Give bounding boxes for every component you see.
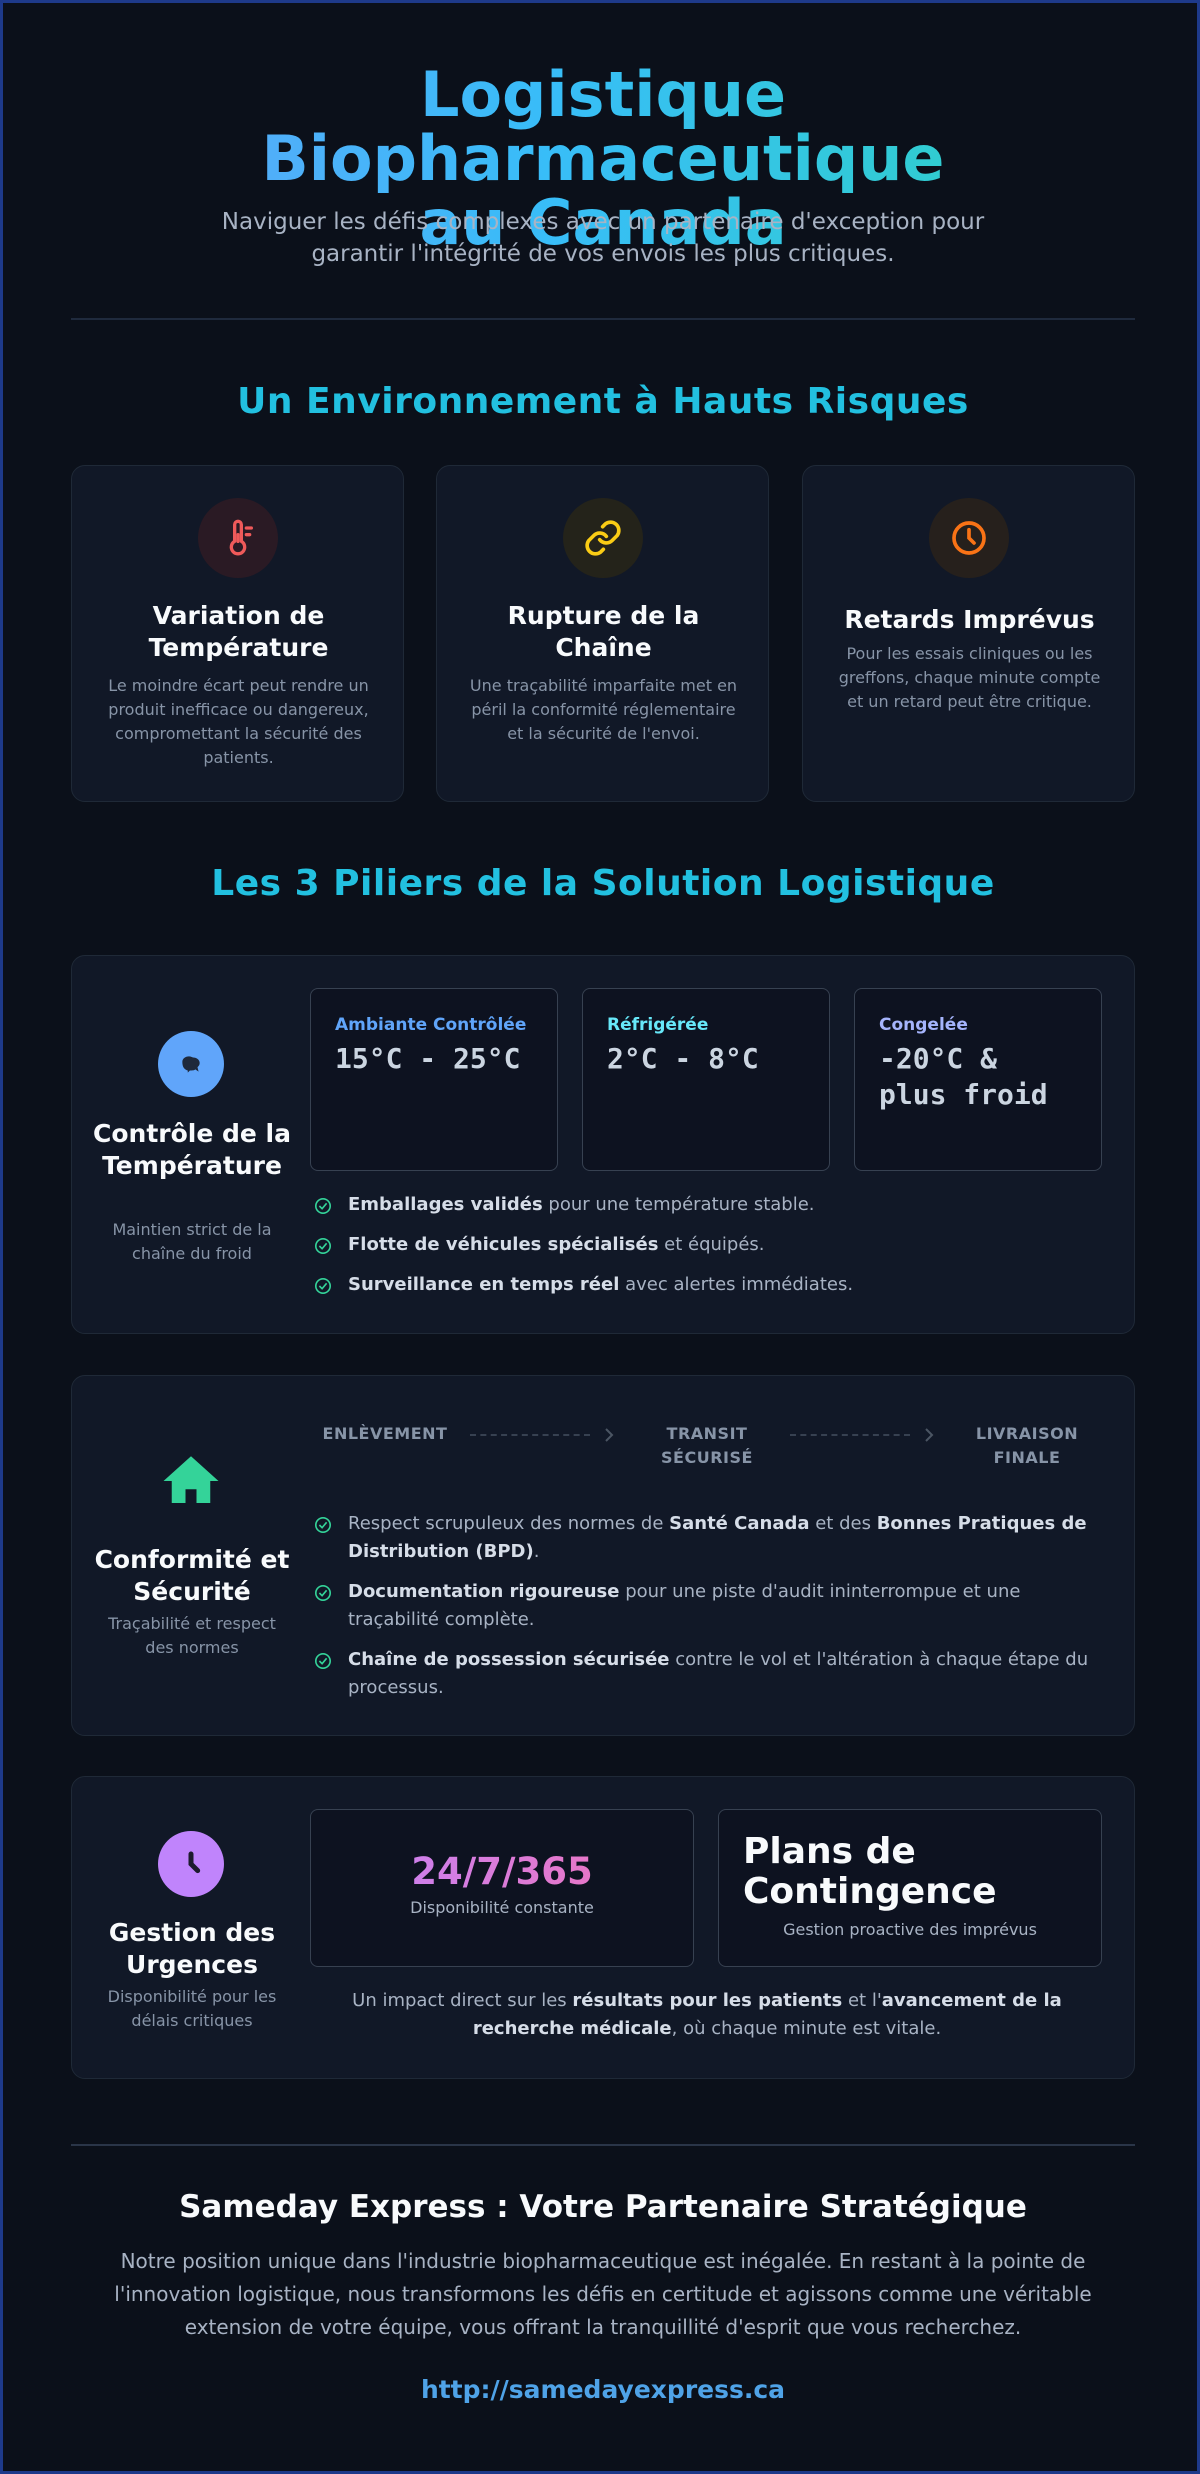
- list-item: [312, 1271, 1102, 1299]
- bullet-bold: Santé Canada: [669, 1513, 810, 1534]
- chevron-right-icon: [924, 1427, 934, 1443]
- note-text: et l': [842, 1990, 882, 2011]
- step-connector: [470, 1434, 590, 1436]
- pillar-compliance: [71, 1375, 1135, 1736]
- list-item: [312, 1578, 1102, 1634]
- bullet-text: pour une piste d'audit ininterrompue et une traçabilité complète.: [348, 1581, 1021, 1630]
- page-subtitle: Naviguer les défis complexes avec un partenaire d'exception pour garantir l'intégrité de vos envois les plus critiques.: [221, 209, 985, 267]
- risk-title: Rupture de la Chaîne: [507, 601, 700, 662]
- process-step-delivery: LIVRAISON FINALE: [975, 1424, 1079, 1467]
- title-line-2: au Canada: [419, 186, 787, 259]
- temp-range-ambient: [310, 988, 558, 1171]
- risk-title: Variation de Température: [148, 601, 329, 662]
- clock-icon: [929, 498, 1009, 578]
- check-circle-icon: [314, 1237, 332, 1255]
- bullet-bold: Surveillance en temps réel: [348, 1274, 620, 1295]
- temp-range-label: Réfrigérée: [607, 1015, 709, 1035]
- list-item: [312, 1191, 1102, 1219]
- check-circle-icon: [314, 1584, 332, 1602]
- bullet-bold: Emballages validés: [348, 1194, 543, 1215]
- temp-range-value: -20°C & plus froid: [879, 1042, 1048, 1111]
- pillar-name: Contrôle de la Température: [93, 1119, 291, 1180]
- bullet-text: contre le vol et l'altération à chaque étape du processus.: [348, 1649, 1089, 1698]
- title-line-1: Logistique Biopharmaceutique: [261, 58, 945, 195]
- pillar-subtitle: Traçabilité et respect des normes: [108, 1614, 276, 1657]
- footer-title: Sameday Express : Votre Partenaire Stratégique: [179, 2189, 1027, 2225]
- risk-card-chain: [436, 465, 769, 802]
- temp-range-label: Congelée: [879, 1015, 968, 1035]
- pillar-urgency: [71, 1776, 1135, 2079]
- bullet-text: et équipés.: [658, 1234, 765, 1255]
- risk-card-temperature: [71, 465, 404, 802]
- check-circle-icon: [314, 1516, 332, 1534]
- clock-icon: [158, 1831, 224, 1897]
- process-step-transit: TRANSIT SÉCURISÉ: [661, 1424, 753, 1467]
- note-text: , où chaque minute est vitale.: [671, 2018, 942, 2039]
- bullet-text: avec alertes immédiates.: [619, 1274, 854, 1295]
- compliance-bullets: [312, 1510, 1102, 1702]
- bullet-text: .: [533, 1541, 540, 1562]
- divider: [71, 318, 1135, 320]
- check-circle-icon: [314, 1277, 332, 1295]
- pillar-subtitle: Disponibilité pour les délais critiques: [107, 1987, 277, 2030]
- risk-description: Le moindre écart peut rendre un produit inefficace ou dangereux, compromettant la sécurité des patients.: [108, 676, 369, 767]
- check-circle-icon: [314, 1652, 332, 1670]
- bullet-bold: Bonnes Pratiques de Distribution (BPD): [348, 1513, 1087, 1562]
- bullet-bold: Flotte de véhicules spécialisés: [348, 1234, 659, 1255]
- risks-section-title: Un Environnement à Hauts Risques: [237, 381, 969, 422]
- footer-text: Notre position unique dans l'industrie biopharmaceutique est inégalée. En restant à la pointe de l'innovation logistique, nous transformons les défis en certitude et agissons comme une véritable extension de votre équipe, vous offrant la tranquillité d'esprit que vous recherchez.: [114, 2249, 1092, 2339]
- bullet-bold: Chaîne de possession sécurisée: [348, 1649, 670, 1670]
- check-circle-icon: [314, 1197, 332, 1215]
- bullet-text: Respect scrupuleux des normes de: [348, 1513, 670, 1534]
- availability-box: [310, 1809, 694, 1967]
- pillar-name: Conformité et Sécurité: [94, 1545, 290, 1606]
- note-text: Un impact direct sur les: [352, 1990, 573, 2011]
- risk-description: Pour les essais cliniques ou les greffons, chaque minute compte et un retard peut être critique.: [838, 644, 1101, 711]
- pillar-temperature: [71, 955, 1135, 1334]
- chevron-right-icon: [604, 1427, 614, 1443]
- note-bold: résultats pour les patients: [572, 1990, 843, 2011]
- home-icon: [158, 1448, 224, 1514]
- contingency-label: Gestion proactive des imprévus: [783, 1920, 1037, 1939]
- temp-range-frozen: [854, 988, 1102, 1171]
- availability-label: Disponibilité constante: [410, 1898, 594, 1917]
- list-item: [312, 1646, 1102, 1702]
- temperature-bullets: [312, 1191, 1102, 1299]
- temp-range-refrigerated: [582, 988, 830, 1171]
- list-item: [312, 1510, 1102, 1566]
- process-step-pickup: ENLÈVEMENT: [322, 1424, 448, 1443]
- step-connector: [790, 1434, 910, 1436]
- bullet-text: et des: [809, 1513, 877, 1534]
- risk-title: Retards Imprévus: [844, 605, 1095, 634]
- snowflake-icon: [158, 1031, 224, 1097]
- chain-link-icon: [563, 498, 643, 578]
- pillar-subtitle: Maintien strict de la chaîne du froid: [112, 1220, 272, 1263]
- website-link[interactable]: http://samedayexpress.ca: [420, 2375, 786, 2404]
- divider: [71, 2144, 1135, 2146]
- risk-card-delays: [802, 465, 1135, 802]
- temp-range-value: 15°C - 25°C: [335, 1042, 521, 1075]
- temp-range-value: 2°C - 8°C: [607, 1042, 759, 1075]
- list-item: [312, 1231, 1102, 1259]
- availability-value: 24/7/365: [311, 1850, 693, 1893]
- risk-description: Une traçabilité imparfaite met en péril la conformité réglementaire et la sécurité de l'envoi.: [469, 676, 738, 743]
- thermometer-icon: [198, 498, 278, 578]
- bullet-bold: Documentation rigoureuse: [348, 1581, 620, 1602]
- urgency-note: [312, 1987, 1102, 2043]
- bullet-text: pour une température stable.: [542, 1194, 815, 1215]
- note-bold: avancement de la recherche médicale: [472, 1990, 1062, 2039]
- temp-range-label: Ambiante Contrôlée: [335, 1015, 527, 1035]
- contingency-box: [718, 1809, 1102, 1967]
- pillars-section-title: Les 3 Piliers de la Solution Logistique: [211, 863, 995, 904]
- pillar-name: Gestion des Urgences: [108, 1918, 276, 1979]
- contingency-value: Plans de Contingence: [743, 1831, 997, 1912]
